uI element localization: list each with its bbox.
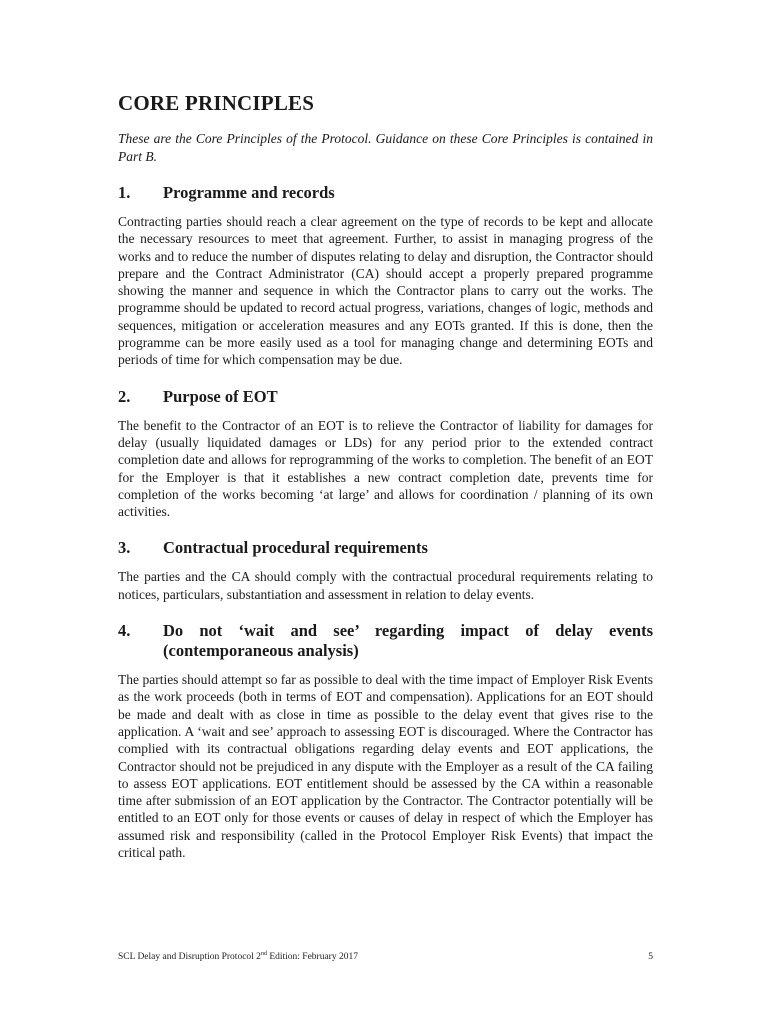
section-2	[118, 387, 653, 521]
section-number: 2.	[118, 386, 131, 406]
section-body: The parties and the CA should comply with the contractual procedural requirements relating to notices, particulars, substantiation and assessment in relation to delay events.	[118, 569, 653, 602]
section-body: Contracting parties should reach a clear agreement on the type of records to be kept and allocate the necessary resources to meet that agreement. Further, to assist in managing progress of the works and to reduce the number of disputes relating to delay and disruption, the Contractor should prepare and the Contract Administrator (CA) should accept a properly prepared programme showing the manner and sequence in which the Contractor plans to carry out the works. The programme should be updated to record actual progress, variations, changes of logic, methods and sequences, mitigation or acceleration measures and any EOTs granted. If this is done, then the programme can be more easily used as a tool for managing change and determining EOTs and periods of time for which compensation may be due.	[118, 214, 653, 368]
section-3	[118, 538, 653, 603]
page-footer	[118, 952, 653, 962]
footer-citation-suffix: Edition: February 2017	[266, 952, 358, 962]
section-number: 4.	[118, 621, 131, 641]
section-1	[118, 183, 653, 369]
section-title: Programme and records	[163, 183, 335, 202]
footer-edition-superscript: nd	[260, 950, 267, 957]
section-title: Contractual procedural requirements	[163, 538, 428, 558]
footer-citation-prefix: SCL Delay and Disruption Protocol 2	[118, 952, 261, 962]
section-body: The benefit to the Contractor of an EOT is to relieve the Contractor of liability for damages for delay (usually liquidated damages or LDs) for any period prior to the extended contract completion date and allows for reprogramming of the works to completion. The benefit of an EOT for the Employer is that it establishes a new contract completion date, prevents time for completion of the works becoming ‘at large’ and allows for coordination / planning of its own activities.	[118, 417, 653, 520]
section-title: Do not ‘wait and see’ regarding impact of delay events (contemporaneous analysis)	[163, 621, 653, 661]
section-heading	[118, 387, 653, 407]
section-number: 1.	[118, 183, 131, 202]
section-title: Purpose of EOT	[163, 386, 278, 406]
section-4	[118, 621, 653, 861]
section-body: The parties should attempt so far as possible to deal with the time impact of Employer Risk Events as the work proceeds (both in terms of EOT and compensation). Applications for an EOT should be made and dealt with as close in time as possible to the delay event that gives rise to the application. A ‘wait and see’ approach to assessing EOT is discouraged. Where the Contractor has complied with its contractual obligations regarding delay events and EOT applications, the Contractor should not be prejudiced in any dispute with the Employer as a result of the CA failing to assess EOT applications. EOT entitlement should be assessed by the CA within a reasonable time after submission of an EOT application by the Contractor. The Contractor potentially will be entitled to an EOT only for those events or causes of delay in respect of which the Employer has assumed risk and responsibility (called in the Protocol Employer Risk Events) that impact the critical path.	[118, 672, 653, 861]
page-number: 5	[648, 952, 653, 962]
intro-text: These are the Core Principles of the Protocol. Guidance on these Core Principles is contained in Part B.	[118, 131, 653, 164]
footer-citation	[118, 952, 358, 962]
document-page	[118, 90, 653, 879]
page-title: CORE PRINCIPLES	[118, 91, 315, 115]
section-heading	[118, 183, 653, 203]
section-heading	[118, 621, 653, 661]
section-number: 3.	[118, 538, 131, 558]
section-heading	[118, 538, 653, 558]
